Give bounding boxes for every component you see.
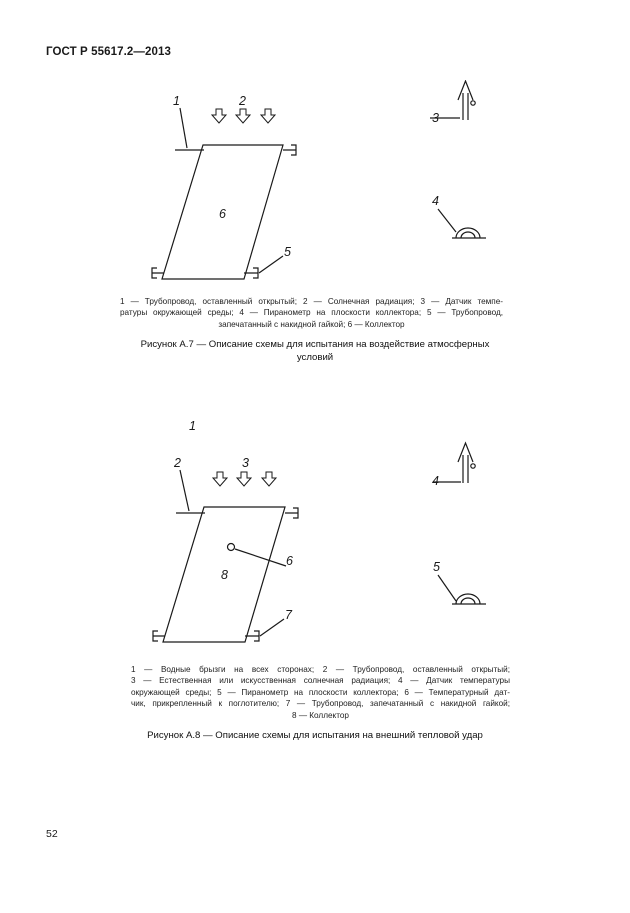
figure-a7-caption [110,339,520,364]
legend-line: ратуры окружающей среды; 4 — Пиранометр на плоскости коллектора; 5 — Трубопровод, [120,308,503,318]
label-3: 3 [242,456,249,470]
legend-line: 1 — Водные брызги на всех сторонах; 2 — Трубопровод, оставленный открытый; [131,665,510,674]
radiation-arrows [212,109,275,123]
absorber-sensor-icon [228,544,235,551]
leader-1 [180,108,187,148]
label-8: 8 [221,568,228,582]
legend-line: 8 — Коллектор [292,710,349,720]
label-4: 4 [432,194,439,208]
figure-a7-svg [0,80,630,295]
legend-line: 1 — Трубопровод, оставленный открытый; 2 — Солнечная радиация; 3 — Датчик темпе- [120,297,503,306]
legend-line: чик, прикрепленный к поглотителю; 7 — Трубопровод, запечатанный с накидной гайкой; [131,699,510,709]
document-header: ГОСТ Р 55617.2—2013 [46,46,171,58]
leader-2 [180,470,189,511]
label-3: 3 [432,111,439,125]
page-number: 52 [46,828,58,840]
figure-a8-diagram [0,410,630,660]
figure-a8-svg [0,410,630,660]
legend-line: запечатанный с накидной гайкой; 6 — Коллектор [218,319,405,329]
label-1: 1 [189,419,196,433]
radiation-arrow-icon [261,109,275,123]
sealed-pipe-top [285,508,298,518]
legend-line: 3 — Естественная или искусственная солнечная радиация; 4 — Датчик температуры [131,676,510,686]
label-2: 2 [174,456,181,470]
sealed-pipe-top [283,145,296,155]
figure-a7-diagram [0,80,630,295]
caption-line: условий [296,351,334,363]
radiation-arrows [213,472,276,486]
pyranometer-icon [452,228,486,238]
sealed-pipe-bottom-right [245,631,259,641]
label-4: 4 [432,474,439,488]
label-2: 2 [239,94,246,108]
temperature-sensor-icon [458,81,475,120]
temperature-sensor-icon [458,443,475,483]
figure-a7-legend [120,296,503,330]
label-1: 1 [173,94,180,108]
radiation-arrow-icon [262,472,276,486]
leader-7 [260,619,284,636]
label-5: 5 [433,560,440,574]
radiation-arrow-icon [213,472,227,486]
label-7: 7 [285,608,292,622]
leader-5 [259,256,283,273]
radiation-arrow-icon [212,109,226,123]
label-6: 6 [219,207,226,221]
leader-5 [438,575,456,601]
leader-6 [235,549,286,566]
pyranometer-icon [452,594,486,604]
label-6: 6 [286,554,293,568]
figure-a8-legend [131,664,510,721]
leader-4 [438,209,456,232]
radiation-arrow-icon [236,109,250,123]
legend-line: окружающей среды; 5 — Пиранометр на плоскости коллектора; 6 — Температурный дат- [131,687,510,697]
sealed-pipe-bottom-right [244,268,258,278]
figure-a8-caption: Рисунок А.8 — Описание схемы для испытания на внешний тепловой удар [147,730,483,741]
radiation-arrow-icon [237,472,251,486]
caption-line: Рисунок А.7 — Описание схемы для испытания на воздействие атмосферных [140,339,490,350]
label-5: 5 [284,245,291,259]
